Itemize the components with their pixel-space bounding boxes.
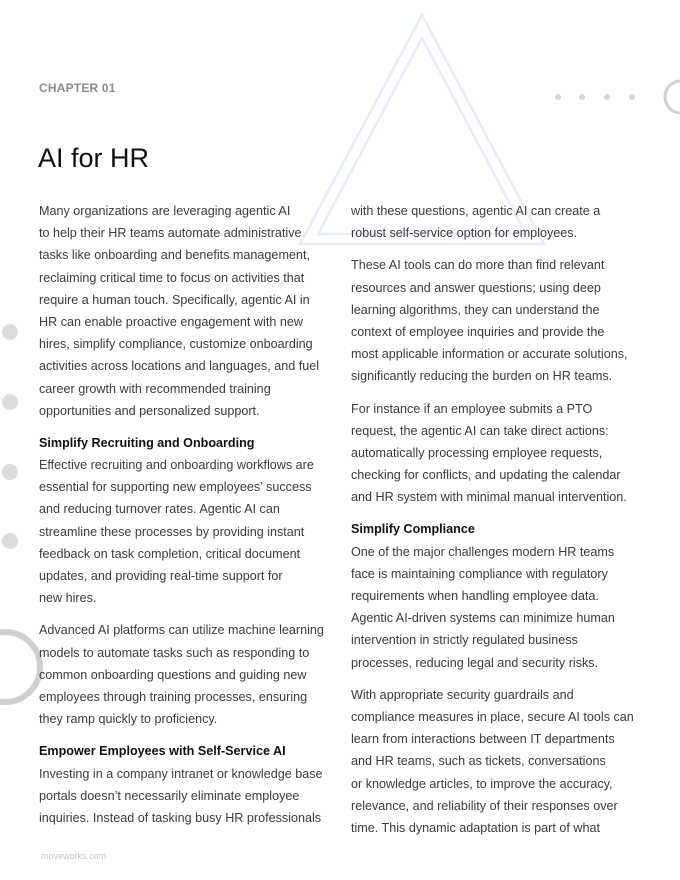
page-title: AI for HR — [38, 143, 150, 173]
section — [39, 432, 339, 610]
text-line: compliance measures in place, secure AI tools can — [351, 709, 634, 724]
text-line: inquiries. Instead of tasking busy HR professionals — [39, 810, 322, 825]
text-line: reclaiming critical time to focus on activities that — [39, 270, 305, 285]
text-line: and HR system with minimal manual intervention. — [351, 490, 627, 505]
text-line: new hires. — [39, 591, 97, 606]
paragraph — [351, 200, 651, 244]
text-line: For instance if an employee submits a PTO — [351, 401, 593, 416]
large-ring-icon — [0, 632, 40, 702]
text-line: significantly reducing the burden on HR teams. — [351, 369, 613, 384]
section — [39, 740, 339, 829]
text-line: models to automate tasks such as responding to — [39, 645, 310, 660]
text-line: Many organizations are leveraging agentic AI — [39, 204, 291, 218]
text-line: and reducing turnover rates. Agentic AI can — [39, 502, 280, 517]
text-line: One of the major challenges modern HR teams — [351, 544, 615, 559]
text-line: processes, reducing legal and security risks. — [351, 655, 599, 670]
section-heading: Empower Employees with Self-Service AI — [39, 744, 286, 759]
text-line: portals doesn’t necessarily eliminate employee — [39, 788, 300, 803]
text-line: feedback on task completion, critical document — [39, 546, 301, 561]
text-line: most applicable information or accurate solutions, — [351, 347, 628, 362]
text-line: require a human touch. Specifically, agentic AI in — [39, 292, 310, 307]
column-right — [351, 200, 651, 849]
text-line: employees through training processes, ensuring — [39, 689, 308, 704]
text-line: intervention in strictly regulated business — [351, 633, 578, 648]
text-line: to help their HR teams automate administrative — [39, 226, 302, 241]
text-line: learning algorithms, they can understand the — [351, 302, 600, 317]
text-line: requirements when handling employee data. — [351, 589, 599, 603]
text-line: Advanced AI platforms can utilize machine learning — [39, 623, 324, 638]
text-line: automatically processing employee requests, — [351, 445, 603, 460]
text-line: opportunities and personalized support. — [39, 403, 260, 418]
section — [351, 518, 651, 673]
text-line: with these questions, agentic AI can create a — [351, 204, 601, 218]
text-line: tasks like onboarding and benefits management, — [39, 248, 310, 263]
text-line: context of employee inquiries and provide the — [351, 324, 605, 339]
text-line: activities across locations and languages, and fuel — [39, 359, 320, 374]
text-line: HR can enable proactive engagement with new — [39, 314, 303, 329]
column-left — [39, 200, 339, 839]
footer-url: moveworks.com — [41, 851, 107, 861]
side-dots-decoration — [2, 324, 18, 549]
paragraph — [351, 398, 651, 509]
text-line: These AI tools can do more than find relevant — [351, 258, 605, 273]
text-line: face is maintaining compliance with regulatory — [351, 566, 608, 581]
text-line: checking for conflicts, and updating the calendar — [351, 468, 621, 483]
chapter-label: CHAPTER 01 — [39, 81, 116, 95]
paragraph — [39, 200, 339, 422]
ring-icon — [665, 81, 680, 113]
text-line: Agentic AI-driven systems can minimize human — [351, 611, 615, 626]
text-line: or knowledge articles, to improve the accuracy, — [351, 776, 613, 791]
text-line: hires, simplify compliance, customize onboarding — [39, 337, 313, 352]
text-line: time. This dynamic adaptation is part of what — [351, 820, 600, 835]
text-line: updates, and providing real-time support for — [39, 569, 283, 583]
section-heading: Simplify Recruiting and Onboarding — [39, 435, 255, 450]
text-line: essential for supporting new employees’ success — [39, 480, 312, 495]
text-line: they ramp quickly to proficiency. — [39, 712, 218, 727]
text-line: learn from interactions between IT departments — [351, 732, 615, 747]
text-line: resources and answer questions; using deep — [351, 280, 601, 295]
text-line: and HR teams, such as tickets, conversations — [351, 754, 606, 769]
text-line: career growth with recommended training — [39, 381, 271, 396]
text-line: streamline these processes by providing instant — [39, 524, 305, 539]
text-line: robust self-service option for employees. — [351, 226, 578, 241]
text-line: relevance, and reliability of their responses over — [351, 798, 618, 813]
text-line: With appropriate security guardrails and — [351, 687, 574, 702]
paragraph — [351, 684, 651, 839]
paragraph — [39, 619, 339, 730]
section-heading: Simplify Compliance — [351, 522, 475, 537]
text-line: Investing in a company intranet or knowledge base — [39, 766, 323, 781]
dots-decoration — [555, 94, 635, 100]
text-line: common onboarding questions and guiding new — [39, 667, 307, 682]
paragraph — [351, 254, 651, 387]
text-line: request, the agentic AI can take direct actions: — [351, 423, 609, 438]
text-line: Effective recruiting and onboarding workflows are — [39, 458, 314, 473]
